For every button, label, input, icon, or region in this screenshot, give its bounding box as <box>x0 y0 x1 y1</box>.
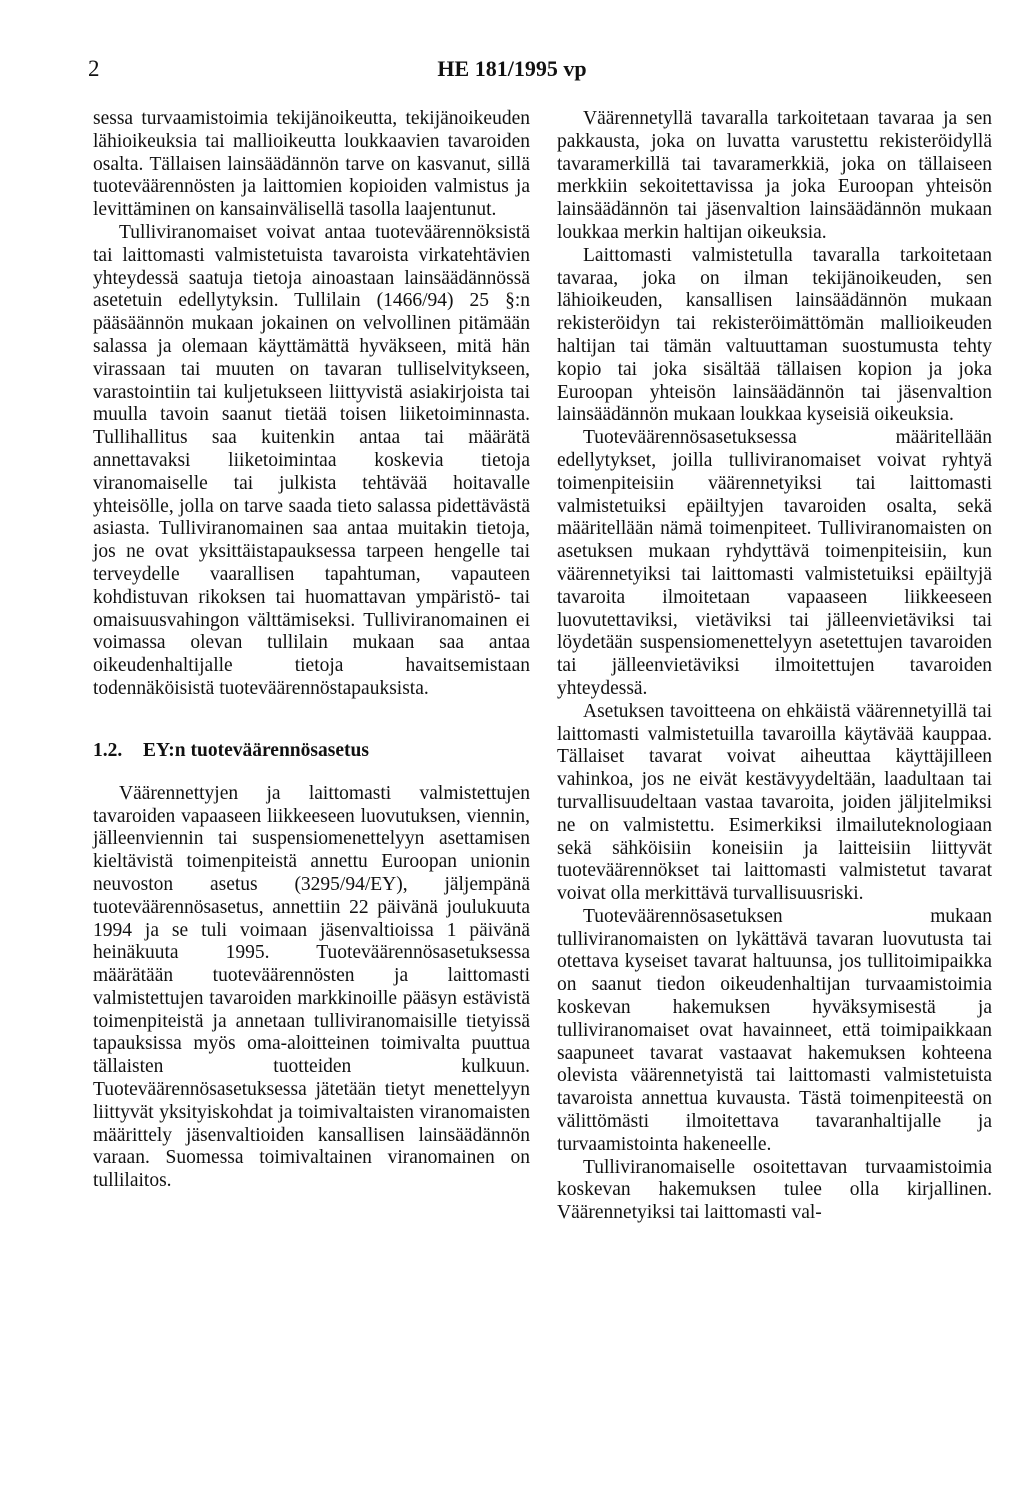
section-title: EY:n tuoteväärennösasetus <box>143 739 369 761</box>
left-column <box>93 108 530 1193</box>
paragraph: sessa turvaamistoimia tekijänoikeutta, tekijänoikeuden lähioikeuksia tai mallioikeutta loukkaavien tavaroiden osalta. Tällaisen lainsäädännön tarve on kasvanut, sillä tuoteväärennösten ja laittomien kopioiden valmistus ja levittäminen on kansainvälisellä tasolla laajentunut. <box>93 108 530 221</box>
running-head: HE 181/1995 vp <box>437 56 587 81</box>
section-number: 1.2. <box>93 739 123 761</box>
paragraph: Väärennetyllä tavaralla tarkoitetaan tavaraa ja sen pakkausta, joka on luvatta varustettu rekisteröidyllä tavaramerkillä tai tavaramerkkiä, joka on tällaiseen merkkiin sekoitettavissa ja joka Euroopan yhteisön lainsäädännön tai jäsenvaltion lainsäädännön mukaan loukkaa merkin haltijan oikeuksia. <box>557 108 992 243</box>
paragraph: Väärennettyjen ja laittomasti valmistettujen tavaroiden vapaaseen liikkeeseen luovutuksen, viennin, jälleenviennin tai suspensiomenettelyyn asettamisen kieltävistä toimenpiteistä annettu Euroopan unionin neuvoston asetus (3295/94/EY), jäljempänä tuoteväärennösasetus, annettiin 22 päivänä joulukuuta 1994 ja se tuli voimaan jäsenvaltioissa 1 päivänä heinäkuuta 1995. Tuoteväärennösasetuksessa määrätään tuoteväärennösten ja laittomasti valmistettujen tavaroiden markkinoille pääsyn estävistä toimenpiteistä ja annetaan tulliviranomaisille tietyissä tapauksissa myös oma-aloitteinen toimivalta puuttua tällaisten tuotteiden kulkuun. Tuoteväärennösasetuksessa jätetään tietyt menettelyyn liittyvät yksityiskohdat ja toimivaltaisten viranomaisten määrittely jäsenvaltioiden kansallisen lainsäädännön varaan. Suomessa toimivaltainen viranomainen on tullilaitos. <box>93 782 530 1192</box>
paragraph: Tulliviranomaiset voivat antaa tuoteväärennöksistä tai laittomasti valmistetuista tavaroista virkatehtävien yhteydessä saatuja tietoja ainoastaan lainsäädännössä asetetuin edellytyksin. Tullilain (1466/94) 25 §:n pääsäännön mukaan jokainen on velvollinen pitämään salassa ja olemaan käyttämättä hyväkseen, mitä hän virassaan tai muuten on tavaran tulliselvitykseen, varastointiin tai kuljetukseen liittyvistä asiakirjoista tai muulla tavoin saanut tietää toisen liiketoiminnasta. Tullihallitus saa kuitenkin antaa tai määrätä annettavaksi liiketoimintaa koskevia tietoja viranomaiselle tai julkista tehtävää hoitavalle yhteisölle, jolla on tarve saada tieto salassa pidettävästä asiasta. Tulliviranomainen saa antaa muitakin tietoja, jos ne ovat yksittäistapauksessa tarpeen hengelle tai terveydelle vaarallisen tapahtuman, vapauteen kohdistuvan rikoksen tai huomattavan ympäristö- tai omaisuusvahingon välttämiseksi. Tulliviranomainen ei voimassa olevan tullilain mukaan saa antaa oikeudenhaltijalle tietoja havaitsemistaan todennäköisistä tuoteväärennöstapauksista. <box>93 221 530 699</box>
paragraph: Tuoteväärennösasetuksessa määritellään edellytykset, joilla tulliviranomaiset voivat ryhtyä toimenpiteisiin väärennetyiksi tai laittomasti valmistetuiksi epäiltyjen tavaroiden osalta, sekä määritellään nämä toimenpiteet. Tulliviranomaisten on asetuksen mukaan ryhdyttävä toimenpiteisiin, kun väärennetyiksi tai laittomasti valmistetuiksi epäiltyjä tavaroita ilmoitetaan vapaaseen liikkeeseen luovutettaviksi, vietäviksi tai jälleenvietäviksi tai löydetään suspensiomenettelyyn asetettujen tavaroiden tai jälleenvietäviksi ilmoitettujen tavaroiden yhteydessä. <box>557 427 992 699</box>
paragraph: Tuoteväärennösasetuksen mukaan tulliviranomaisten on lykättävä tavaran luovutusta tai otettava kyseiset tavarat haltuunsa, jos tullitoimipaikka on saanut tiedon oikeudenhaltijan turvaamistoimia koskevan hakemuksen hyväksymisestä ja tulliviranomaiset ovat havainneet, että toimipaikkaan saapuneet tavarat vastaavat hakemuksen kohteena olevista väärennetyistä tai laittomasti valmistetuista tavaroista annettua kuvausta. Tästä toimenpiteestä on välittömästi ilmoitettava tavaranhaltijalle ja turvaamistointa hakeneelle. <box>557 905 992 1155</box>
paragraph: Laittomasti valmistetulla tavaralla tarkoitetaan tavaraa, joka on ilman tekijänoikeuden, sen lähioikeuden, kansallisen lainsäädännön mukaan rekisteröidyn tai rekisteröimättömän mallioikeuden haltijan tai tämän valtuuttaman suostumusta tehty kopio tai joka sisältää tällaisen kopion ja joka Euroopan yhteisön lainsäädännön tai jäsenvaltion lainsäädännön mukaan loukkaa kyseisiä oikeuksia. <box>557 244 992 426</box>
paragraph: Tulliviranomaiselle osoitettavan turvaamistoimia koskevan hakemuksen tulee olla kirjallinen. Väärennetyiksi tai laittomasti val- <box>557 1156 992 1224</box>
section-heading <box>93 739 530 763</box>
page-number: 2 <box>88 56 100 81</box>
paragraph: Asetuksen tavoitteena on ehkäistä väärennetyillä tai laittomasti valmistetuilla tavaroilla käytävää kauppaa. Tällaiset tavarat voivat aiheuttaa käyttäjilleen vahinkoa, jos ne eivät kestävyydeltään, laadultaan tai turvallisuudeltaan vastaa tavaroita, joiden jäljitelmiksi ne on valmistettu. Esimerkiksi ilmailuteknologiaan sekä sähköisiin koneisiin ja laitteisiin liittyvät tuoteväärennökset tai laittomasti valmistetut tavarat voivat olla merkittävä turvallisuusriski. <box>557 700 992 905</box>
right-column <box>557 108 992 1225</box>
